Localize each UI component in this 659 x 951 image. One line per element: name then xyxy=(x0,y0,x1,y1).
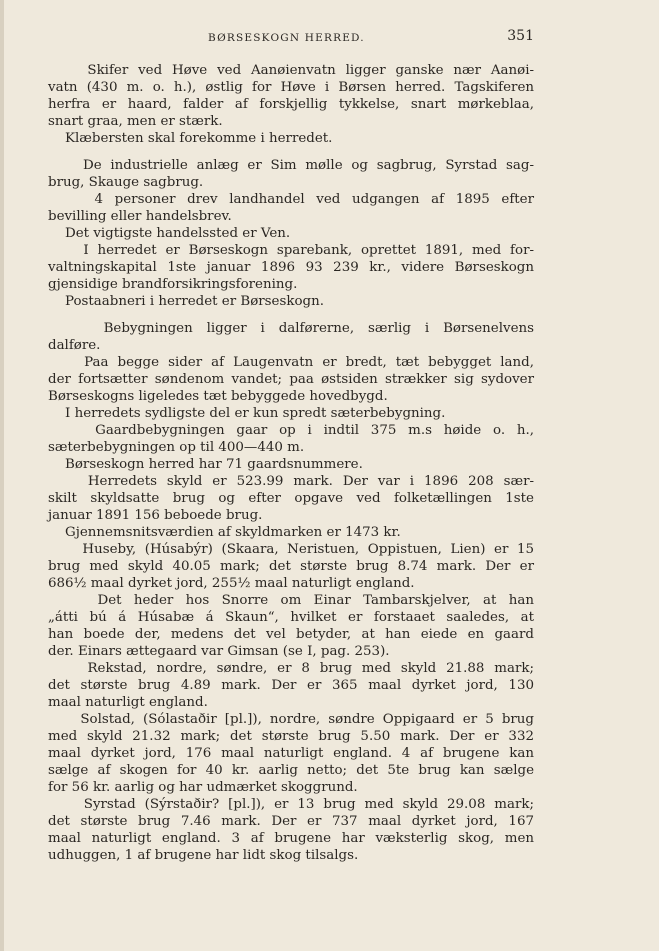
text-line: Gaardbebygningen gaar op i indtil 375 m.s høide o. h., xyxy=(48,423,534,438)
text-line: dalføre. xyxy=(48,338,101,353)
text-line: De industrielle anlæg er Sim mølle og sagbrug, Syrstad sag- xyxy=(48,158,534,173)
text-line: vatn (430 m. o. h.), østlig for Høve i Børsen herred. Tagskiferen xyxy=(48,80,534,95)
text-line: Herredets skyld er 523.99 mark. Der var i 1896 208 sær- xyxy=(48,474,534,489)
text-line: Det vigtigste handelssted er Ven. xyxy=(48,226,291,241)
text-line: for 56 kr. aarlig og har udmærket skoggrund. xyxy=(48,780,358,795)
text-line: gjensidige brandforsikringsforening. xyxy=(48,277,298,292)
text-line: Huseby, (Húsabýr) (Skaara, Neristuen, Oppistuen, Lien) er 15 xyxy=(48,542,534,557)
text-line: „átti bú á Húsabæ á Skaun“, hvilket er forstaaet saaledes, at xyxy=(48,610,534,625)
text-line: han boede der, medens det vel betyder, at han eiede en gaard xyxy=(48,627,534,642)
text-line: valtningskapital 1ste januar 1896 93 239 kr., videre Børseskogn xyxy=(48,260,534,275)
page-header xyxy=(58,30,534,50)
text-line: I herredet er Børseskogn sparebank, oprettet 1891, med for- xyxy=(48,243,534,258)
text-line: brug med skyld 40.05 mark; det største brug 8.74 mark. Der er xyxy=(48,559,534,574)
text-line: Solstad, (Sólastaðir [pl.]), nordre, søndre Oppigaard er 5 brug xyxy=(48,712,534,727)
text-line: udhuggen, 1 af brugene har lidt skog tilsalgs. xyxy=(48,848,359,863)
text-line: Det heder hos Snorre om Einar Tambarskjelver, at han xyxy=(48,593,534,608)
page-edge xyxy=(0,0,4,951)
text-line: det største brug 7.46 mark. Der er 737 maal dyrket jord, 167 xyxy=(48,814,534,829)
text-line: det største brug 4.89 mark. Der er 365 maal dyrket jord, 130 xyxy=(48,678,534,693)
text-line: maal dyrket jord, 176 maal naturligt england. 4 af brugene kan xyxy=(48,746,534,761)
text-line: bevilling eller handelsbrev. xyxy=(48,209,232,224)
text-line: Rekstad, nordre, søndre, er 8 brug med skyld 21.88 mark; xyxy=(48,661,534,676)
text-line: der. Einars ættegaard var Gimsan (se I, pag. 253). xyxy=(48,644,390,659)
text-line: med skyld 21.32 mark; det største brug 5.50 mark. Der er 332 xyxy=(48,729,534,744)
text-line: Gjennemsnitsværdien af skyldmarken er 1473 kr. xyxy=(48,525,401,540)
body-text xyxy=(48,62,534,864)
text-line: Bebygningen ligger i dalførerne, særlig i Børsenelvens xyxy=(48,321,534,336)
text-line: Paa begge sider af Laugenvatn er bredt, tæt bebygget land, xyxy=(48,355,534,370)
text-line: Klæbersten skal forekomme i herredet. xyxy=(48,131,333,146)
text-line: sælge af skogen for 40 kr. aarlig netto; det 5te brug kan sælge xyxy=(48,763,534,778)
page-number: 351 xyxy=(507,28,534,44)
text-line: Skifer ved Høve ved Aanøienvatn ligger ganske nær Aanøi- xyxy=(48,63,534,78)
text-line: sæterbebygningen op til 400—440 m. xyxy=(48,440,305,455)
text-line: herfra er haard, falder af forskjellig tykkelse, snart mørkeblaa, xyxy=(48,97,534,112)
running-head: BØRSESKOGN HERRED. xyxy=(208,32,365,44)
text-line: I herredets sydligste del er kun spredt sæterbebygning. xyxy=(48,406,446,421)
text-line: maal naturligt england. xyxy=(48,695,208,710)
text-line: Postaabneri i herredet er Børseskogn. xyxy=(48,294,324,309)
text-line: Børseskogn herred har 71 gaardsnummere. xyxy=(48,457,363,472)
text-line: Børseskogns ligeledes tæt bebyggede hovedbygd. xyxy=(48,389,388,404)
text-line: der fortsætter søndenom vandet; paa østsiden strækker sig sydover xyxy=(48,372,534,387)
text-line: brug, Skauge sagbrug. xyxy=(48,175,204,190)
text-line: maal naturligt england. 3 af brugene har væksterlig skog, men xyxy=(48,831,534,846)
text-line: 4 personer drev landhandel ved udgangen af 1895 efter xyxy=(48,192,534,207)
text-line: januar 1891 156 beboede brug. xyxy=(48,508,263,523)
text-line: 686½ maal dyrket jord, 255½ maal naturligt england. xyxy=(48,576,415,591)
text-line: skilt skyldsatte brug og efter opgave ved folketællingen 1ste xyxy=(48,491,534,506)
text-line: Syrstad (Sýrstaðir? [pl.]), er 13 brug med skyld 29.08 mark; xyxy=(48,797,534,812)
text-line: snart graa, men er stærk. xyxy=(48,114,223,129)
